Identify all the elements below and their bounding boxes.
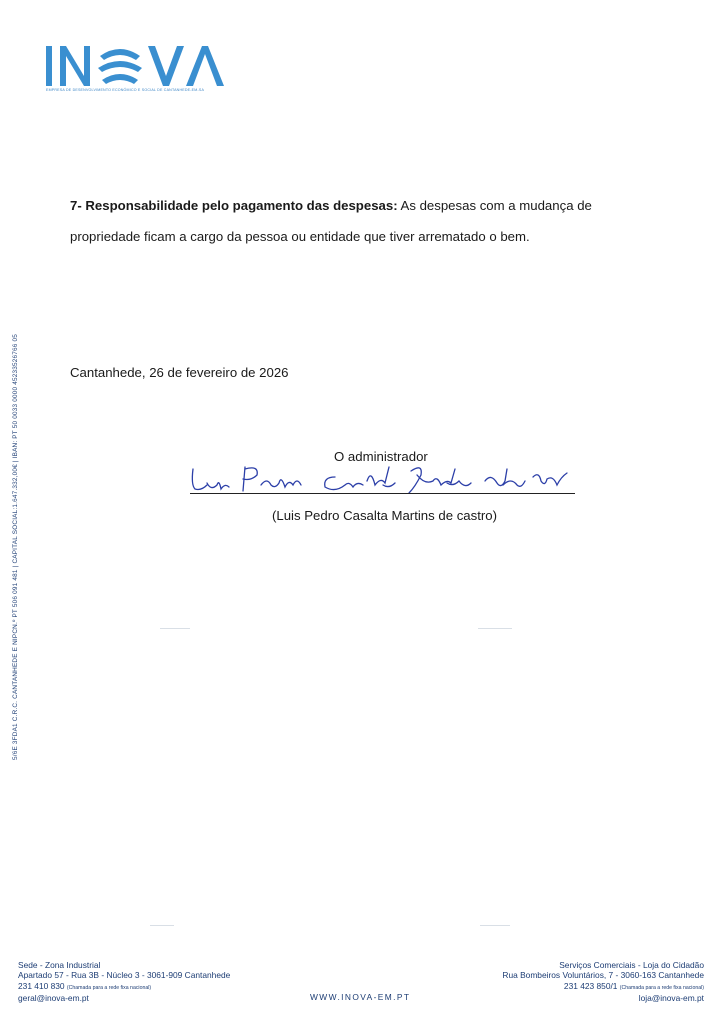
sidebar-company-info [12,290,26,760]
scan-artifact [478,628,512,629]
scan-artifact [160,628,190,629]
footer-website[interactable]: WWW.INOVA-EM.PT [310,992,411,1002]
scan-artifact [150,925,174,926]
signature-title: O administrador [334,449,428,464]
footer-hq-address: Apartado 57 - Rua 3B - Núcleo 3 - 3061-909 Cantanhede [18,970,231,981]
clause-text-1: As despesas com a mudança de [400,198,592,213]
footer-store-phone: 231 423 850/1 [563,980,618,991]
place-date: Cantanhede, 26 de fevereiro de 2026 [70,365,289,380]
footer-hq-phone-line [18,981,230,993]
scan-artifact [480,925,510,926]
footer-store-phone-line [502,981,704,993]
sidebar-text: 5/6E 3FDA1 C.R.C. CANTANHEDE E NIPCN.º PT 506 091 481 | CAPITAL SOCIAL:1.647.332,00€ | IBAN: PT 50 0033 0000 45233526766 05 [12,334,19,760]
footer-store-email[interactable]: loja@inova-em.pt [638,993,704,1004]
footer-headquarters [18,960,230,1004]
footer-hq-title: Sede - Zona Industrial [18,960,101,970]
footer-hq-phone-note: (Chamada para a rede fixa nacional) [66,984,152,991]
inova-logo-mark [44,38,224,90]
signature-line [190,493,575,494]
clause-heading: 7- Responsabilidade pelo pagamento das despesas: [70,198,398,213]
logo-tagline: EMPRESA DE DESENVOLVIMENTO ECONÓMICO E SOCIAL DE CANTANHEDE-EM-SA [46,88,205,92]
footer-store-title: Serviços Comerciais - Loja do Cidadão [559,960,704,970]
footer-store-phone-note: (Chamada para a rede fixa nacional) [619,984,704,991]
signatory-name: (Luis Pedro Casalta Martins de castro) [272,508,498,523]
footer-store [502,960,704,1004]
clause-text-2: propriedade ficam a cargo da pessoa ou entidade que tiver arrematado o bem. [70,229,530,244]
footer-hq-email[interactable]: geral@inova-em.pt [18,993,89,1004]
footer-store-address: Rua Bombeiros Voluntários, 7 - 3060-163 Cantanhede [502,970,704,981]
footer-hq-phone: 231 410 830 [18,980,65,991]
clause-7 [70,190,610,252]
